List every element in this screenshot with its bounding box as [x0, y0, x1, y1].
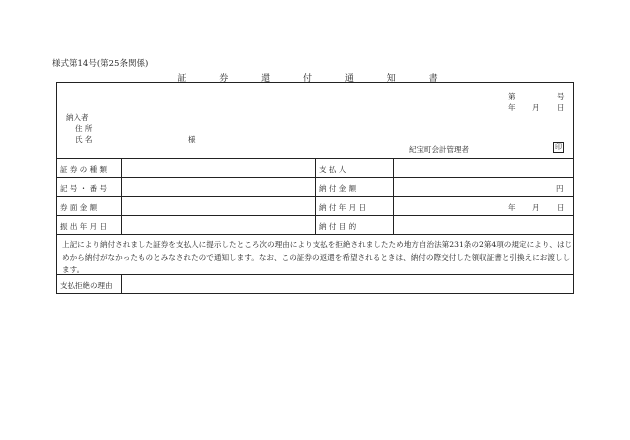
payment-date-year: 年: [508, 203, 516, 212]
payment-purpose-label: 納 付 目 的: [319, 222, 357, 231]
payment-date-day: 日: [557, 203, 565, 212]
address-label: 住 所: [75, 124, 93, 133]
column-divider: [121, 274, 122, 294]
payment-amount-label: 納 付 金 額: [319, 184, 357, 193]
face-value-label: 券 面 金 額: [60, 203, 98, 212]
refusal-reason-label: 支払拒絶の理由: [60, 281, 113, 290]
date-year: 年: [508, 103, 516, 112]
date-day: 日: [557, 103, 565, 112]
row-divider: [56, 234, 574, 235]
document-title: 証 券 還 付 通 知 書: [177, 74, 453, 84]
date-month: 月: [532, 103, 540, 112]
issue-date-label: 振 出 年 月 日: [60, 222, 108, 231]
honorific: 様: [188, 135, 196, 144]
payer-label: 支 払 人: [319, 165, 347, 174]
symbol-number-label: 記 号 ・ 番 号: [60, 184, 108, 193]
column-divider: [121, 158, 122, 234]
number-prefix: 第: [508, 92, 516, 101]
securities-type-label: 証 券 の 種 類: [60, 165, 108, 174]
payment-date-label: 納 付 年 月 日: [319, 203, 367, 212]
yen-unit: 円: [556, 184, 564, 193]
issuer-name: 紀宝町会計管理者: [409, 145, 469, 154]
number-suffix: 号: [557, 92, 565, 101]
column-divider: [393, 158, 394, 234]
seal-box: 印: [555, 143, 562, 151]
notice-paragraph: 上記により納付されました証券を支払人に提示したところ次の理由により支払を拒絶されましたため地方自治法第231条の2第4項の規定により、はじめから納付がなかったものとみなされたので通知します。なお、この証券の返還を希望されるときは、納付の際交付した領収証書と引換えにお渡しします。: [62, 240, 573, 274]
recipient-heading: 納入者: [66, 113, 89, 122]
form-number: 様式第14号(第25条関係): [52, 59, 149, 69]
column-divider: [315, 158, 316, 234]
name-label: 氏 名: [75, 135, 93, 144]
payment-date-month: 月: [532, 203, 540, 212]
